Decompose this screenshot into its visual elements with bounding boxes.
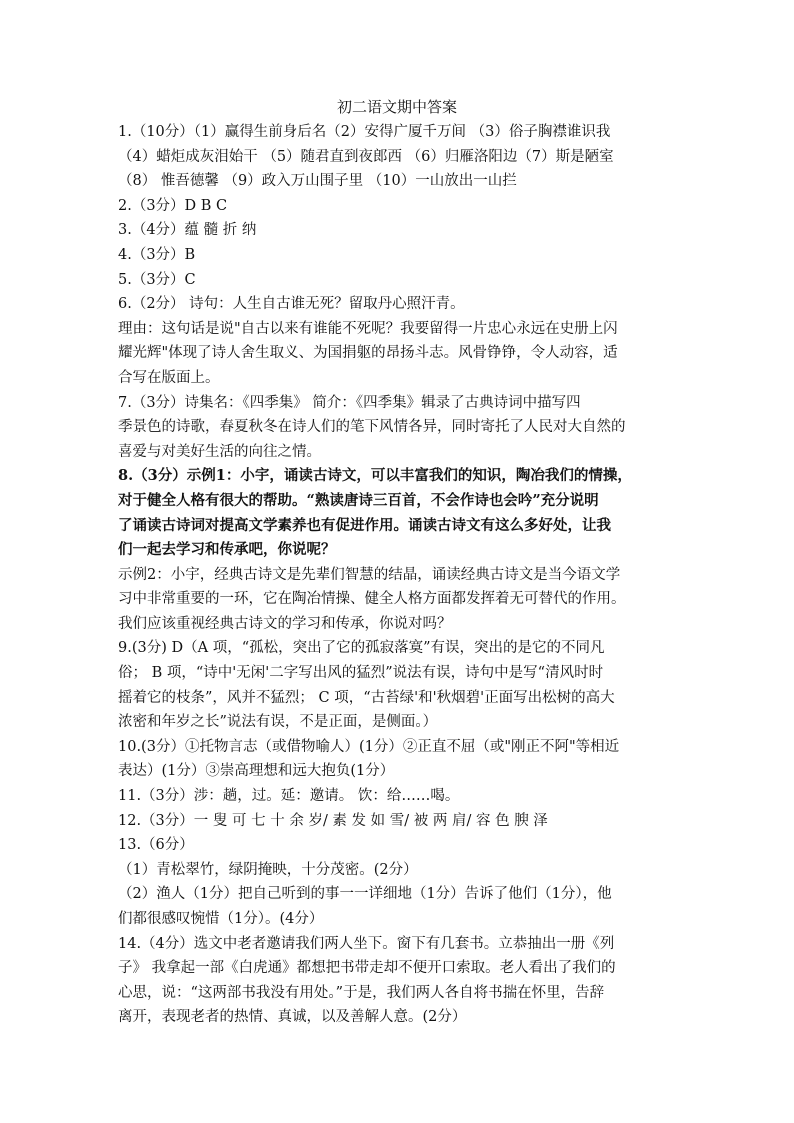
answer-line: 3.（4分）蕴 髓 折 纳 [118, 222, 257, 239]
answer-line-bold: 们一起去学习和传承吧，你说呢？ [118, 541, 336, 559]
answer-line: 11.（3分）涉：趟，过。延：邀请。 饮：给……喝。 [118, 788, 460, 805]
answer-line: 10.(3分）①托物言志（或借物喻人）(1分）②正直不屈（或"刚正不阿"等相近 [118, 738, 620, 755]
answer-line: 12.（3分）一 叟 可 七 十 余 岁/ 素 发 如 雪/ 被 两 肩/ 容 色 腴 泽 [118, 812, 548, 829]
answer-line: 6.（2分） 诗句：人生自古谁无死？留取丹心照汗青。 [118, 296, 465, 313]
answer-line: 浓密和年岁之长”说法有误，不是正面，是侧面。） [118, 714, 438, 731]
answer-line: 2.（3分）D B C [118, 197, 228, 214]
answer-line: 离开，表现老者的热情、真诚，以及善解人意。(2分） [118, 1009, 467, 1026]
answer-line: 喜爱与对美好生活的向往之情。 [118, 443, 321, 460]
answer-body [118, 120, 684, 1030]
answer-line: 合写在版面上。 [118, 369, 220, 386]
answer-line-bold: 对于健全人格有很大的帮助。“熟读唐诗三百首，不会作诗也会吟”充分说明 [118, 491, 599, 509]
answer-line: 9.(3分) D（A 项，“孤松，突出了它的孤寂落寞”有误，突出的是它的不同凡 [118, 640, 605, 657]
answer-line: 表达）(1分）③崇高理想和远大抱负(1分） [118, 763, 395, 780]
answer-line: （2）渔人（1分）把自己听到的事一一详细地（1分）告诉了他们（1分），他 [118, 886, 612, 903]
answer-line-bold: 了诵读古诗词对提高文学素养也有促进作用。诵读古诗文有这么多好处，让我 [118, 516, 611, 534]
answer-line: 4.（3分）B [118, 246, 196, 263]
answer-line: （1）青松翠竹，绿阴掩映，十分茂密。(2分） [118, 861, 418, 878]
answer-line-bold: 8.（3分）示例1：小宇，诵读古诗文，可以丰富我们的知识，陶冶我们的情操， [118, 467, 632, 485]
answer-line: 7.（3分）诗集名：《四季集》 简介：《四季集》辑录了古典诗词中描写四 [118, 394, 581, 411]
answer-line: 13.（6分） [118, 837, 194, 854]
answer-line: 们都很感叹惋惜（1分）。(4分） [118, 911, 324, 927]
answer-line: （4）蜡炬成灰泪始干 （5）随君直到夜郎西 （6）归雁洛阳边（7）斯是陋室 [118, 148, 614, 165]
answer-line: 我们应该重视经典古诗文的学习和传承，你说对吗？ [118, 615, 452, 632]
answer-line: 子》 我拿起一部《白虎通》都想把书带走却不便开口索取。老人看出了我们的 [118, 960, 616, 977]
answer-line: 理由：这句话是说"自古以来有谁能不死呢？我要留得一片忠心永远在史册上闪 [118, 320, 618, 337]
page-title: 初二语文期中答案 [336, 98, 457, 116]
answer-line: 示例2：小宇，经典古诗文是先辈们智慧的结晶，诵读经典古诗文是当今语文学 [118, 566, 621, 583]
answer-line: 心思，说：“这两部书我没有用处。”于是，我们两人各自将书揣在怀里，告辞 [118, 984, 605, 1001]
answer-line: （8） 惟吾德馨 （9）政入万山围子里 （10）一山放出一山拦 [118, 173, 517, 190]
answer-line: 14.（4分）选文中老者邀请我们两人坐下。窗下有几套书。立恭抽出一册《列 [118, 935, 615, 952]
answer-line: 摇着它的枝条”，风并不猛烈； C 项，“古苔绿'和'秋烟碧'正面写出松树的高大 [118, 689, 615, 706]
answer-line: 1.（10分）（1）赢得生前身后名（2）安得广厦千万间 （3）俗子胸襟谁识我 [118, 124, 611, 140]
answer-line: 俗； B 项，“诗中'无闲'二字写出风的猛烈”说法有误，诗句中是写“清风时时 [118, 665, 604, 682]
answer-line: 5.（3分）C [118, 271, 196, 288]
answer-line: 季景色的诗歌，春夏秋冬在诗人们的笔下风情各异，同时寄托了人民对大自然的 [118, 419, 626, 436]
answer-line: 习中非常重要的一环，它在陶冶情操、健全人格方面都发挥着无可替代的作用。 [118, 591, 626, 608]
answer-line: 耀光辉"体现了诗人舍生取义、为国捐躯的昂扬斗志。风骨铮铮，令人动容，适 [118, 345, 618, 362]
